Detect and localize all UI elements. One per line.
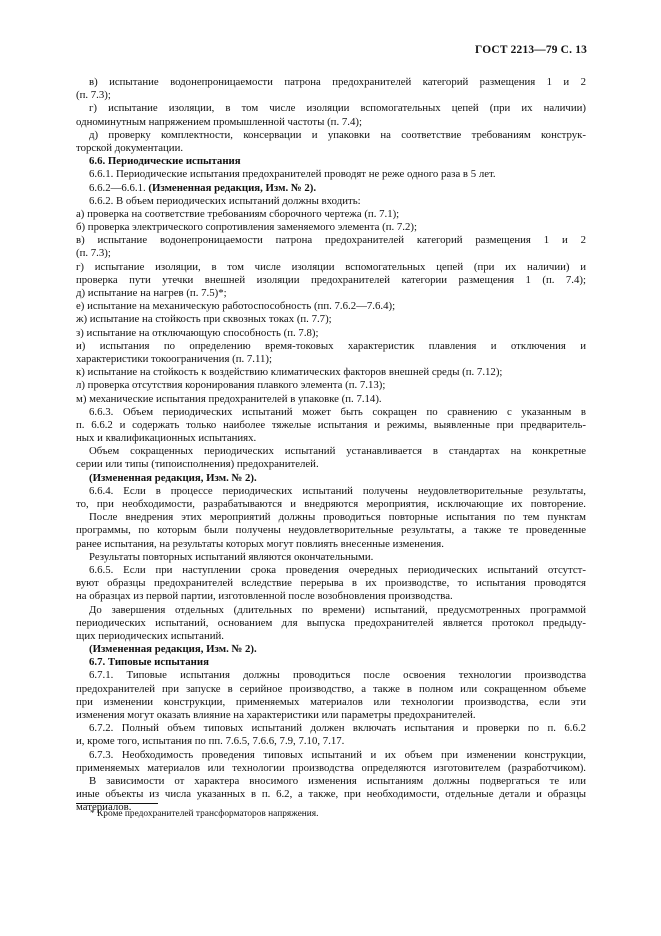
text-line: (Измененная редакция, Изм. № 2). — [89, 471, 257, 484]
text-line: ных и квалификационных испытаниях. — [76, 432, 257, 445]
text-line: характеристики токоограничения (п. 7.11); — [76, 352, 272, 365]
text-line: в) испытание водонепроницаемости патрона предохранителей категорий размещения 1 и 2 — [76, 234, 586, 247]
text-line: в) испытание водонепроницаемости патрона предохранителей категорий размещения 1 и 2 — [89, 76, 586, 88]
text-line: 6.6.5. Если при наступлении срока проведения очередных периодических испытаний отсутст- — [89, 563, 586, 576]
text-line: ж) испытание на стойкость при сквозных токах (п. 7.7); — [76, 313, 332, 326]
text-line: щих периодических испытаний. — [76, 629, 224, 642]
text-line: 6.6.3. Объем периодических испытаний может быть сокращен по сравнению с указанным в — [89, 405, 586, 418]
text-line: предохранителей при запуске в серийное производство, а также в полном или сокращенном объеме — [76, 682, 586, 695]
text-line: серии или типы (типоисполнения) предохранителей. — [76, 458, 319, 471]
text-line: и, кроме того, испытания по пп. 7.6.5, 7.6.6, 7.9, 7.10, 7.17. — [76, 735, 345, 748]
text-line: одноминутным напряжением промышленной частоты (п. 7.4); — [76, 115, 362, 128]
text-line: Результаты повторных испытаний являются окончательными. — [89, 550, 374, 563]
text-line: л) проверка отсутствия коронирования плавкого элемента (п. 7.13); — [76, 379, 386, 392]
text-line: (Измененная редакция, Изм. № 2). — [89, 643, 257, 656]
text-line: д) испытание на нагрев (п. 7.5)*; — [76, 287, 227, 299]
footnote-separator — [76, 803, 158, 804]
text-line: 6.7.1. Типовые испытания должны проводиться после освоения технологии производства — [89, 669, 586, 682]
text-line: До завершения отдельных (длительных по времени) испытаний, предусмотренных программой — [89, 603, 586, 616]
text-line: 6.6.2—6.6.1. (Измененная редакция, Изм. № 2). — [89, 181, 317, 194]
text-line: при изменении конструкции, применяемых материалов или технологии производства, если эти — [76, 695, 586, 708]
page-header: ГОСТ 2213—79 С. 13 — [475, 44, 587, 56]
text-line: п. 6.6.2 и содержать только наиболее тяжелые испытания и режимы, выявленные при предваритель- — [76, 418, 586, 431]
text-line: материалов. — [76, 801, 132, 814]
text-line: к) испытание на стойкость к воздействию климатических факторов внешней среды (п. 7.12); — [76, 366, 503, 379]
text-line: е) испытание на механическую работоспособность (пп. 7.6.2—7.6.4); — [76, 300, 396, 313]
text-line: После внедрения этих мероприятий должны проводиться повторные испытания по тем пунктам — [89, 511, 586, 524]
text-line: 6.6.1. Периодические испытания предохранителей проводят не реже одного раза в 5 лет. — [89, 168, 496, 181]
text-line: проверка пути утечки внешней изоляции предохранителей категории размещения 1 (п. 7.4); — [76, 273, 586, 286]
text-line: з) испытание на отключающую способность (п. 7.8); — [76, 326, 319, 339]
text-line: 6.7.2. Полный объем типовых испытаний должен включать испытания и проверки по п. 6.6.2 — [89, 722, 586, 735]
text-line: торской документации. — [76, 141, 184, 154]
body-text — [76, 76, 586, 815]
text-line: то, при необходимости, разрабатываются и внедряются мероприятия, исключающие их повторение. — [76, 498, 586, 510]
text-line: и) испытания по определению время-токовых характеристик плавления и отключения и — [76, 339, 586, 352]
text-line: г) испытание изоляции, в том числе изоляции вспомогательных цепей (при их наличии) — [89, 102, 586, 115]
text-line: иные объекты из числа указанных в п. 6.2, а также, при необходимости, отдельные детали и образцы — [76, 788, 586, 801]
text-line: В зависимости от характера вносимого изменения испытаниям должны подвергаться те или — [89, 774, 586, 787]
text-line: 6.7. Типовые испытания — [89, 656, 209, 669]
text-line: 6.6.4. Если в процессе периодических испытаний получены неудовлетворительные результаты, — [89, 484, 586, 497]
footnote: * Кроме предохранителей трансформаторов напряжения. — [90, 809, 319, 819]
text-line: 6.7.3. Необходимость проведения типовых испытаний и их объем при изменении конструкции, — [89, 748, 586, 761]
text-line: г) испытание изоляции, в том числе изоляции вспомогательных цепей (при их наличии) и — [76, 260, 586, 273]
text-line: м) механические испытания предохранителей в упаковке (п. 7.14). — [76, 392, 382, 405]
text-line: программы, по которым были получены неудовлетворительные результаты, а также те проведенные — [76, 524, 586, 537]
text-line: на образцах из первой партии, изготовленной после возобновления производства. — [76, 590, 453, 603]
text-line: (п. 7.3); — [76, 89, 111, 102]
text-line: д) проверку комплектности, консервации и упаковки на соответствие требованиям конструк- — [89, 128, 586, 141]
text-line: 6.6.2. В объем периодических испытаний должны входить: — [89, 194, 361, 207]
text-line: периодических испытаний, основанием для выпуска предохранителей является протокол предыду- — [76, 616, 586, 629]
text-line: вуют образцы предохранителей вследствие перерыва в их производстве, то испытания проводятся — [76, 577, 586, 590]
text-line: изменения могут оказать влияние на характеристики или параметры предохранителей. — [76, 709, 476, 721]
text-line: Объем сокращенных периодических испытаний устанавливается в стандартах на конкретные — [89, 445, 586, 458]
text-line: б) проверка электрического сопротивления заменяемого элемента (п. 7.2); — [76, 221, 417, 234]
text-line: применяемых материалов или технологии производства определяются изготовителем (разработчиком). — [76, 761, 586, 774]
text-line: (п. 7.3); — [76, 247, 111, 260]
text-line: 6.6. Периодические испытания — [89, 155, 241, 168]
text-line: ранее испытания, на результаты которых могут повлиять внесенные изменения. — [76, 537, 444, 550]
text-line: а) проверка на соответствие требованиям сборочного чертежа (п. 7.1); — [76, 207, 400, 220]
